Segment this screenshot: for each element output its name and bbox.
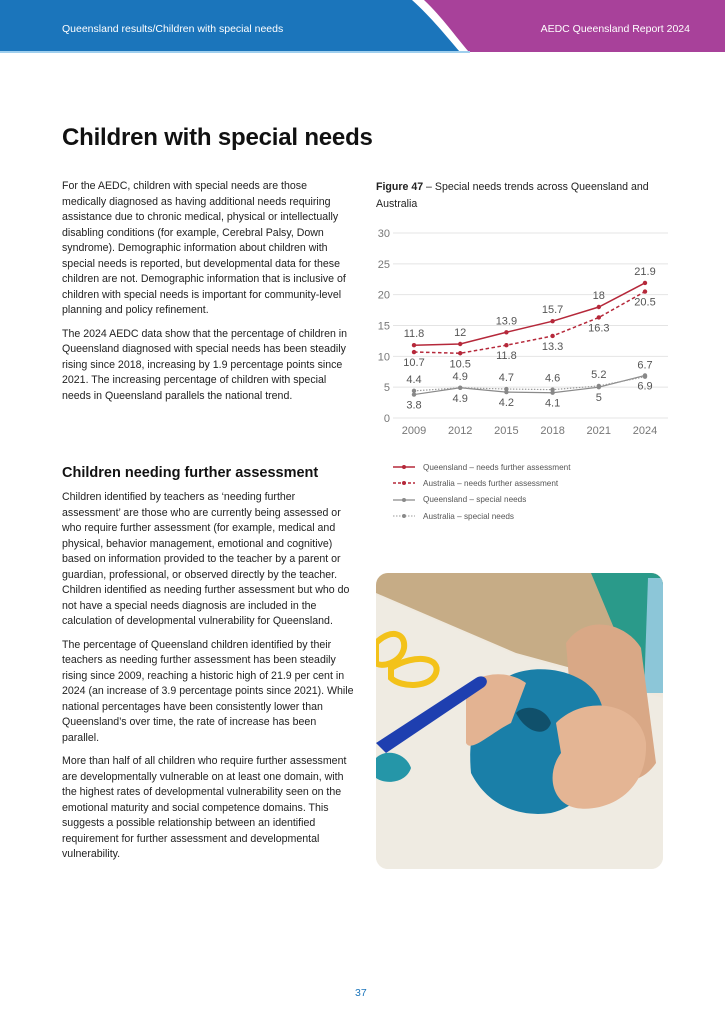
figure-caption (376, 179, 666, 213)
data-label: 4.1 (544, 397, 561, 410)
y-tick-label: 5 (383, 382, 390, 395)
photo-illustration (376, 573, 663, 869)
x-tick-label: 2012 (447, 425, 473, 437)
data-point (458, 342, 462, 346)
data-point (597, 315, 601, 319)
data-point (458, 386, 462, 390)
data-point (504, 343, 508, 347)
y-tick-label: 0 (383, 413, 390, 425)
data-label: 3.8 (406, 399, 422, 412)
legend-label: Queensland – needs further assessment (423, 462, 571, 472)
breadcrumb: Queensland results/Children with special needs (62, 23, 284, 35)
data-label: 12 (454, 327, 467, 339)
section-heading: Children needing further assessment (62, 465, 319, 481)
x-tick-label: 2024 (632, 425, 658, 437)
data-point (412, 389, 416, 393)
legend-swatch-aus-further (392, 479, 416, 487)
figure-label: Figure 47 (376, 181, 424, 193)
line-chart (360, 220, 680, 450)
data-label: 10.5 (449, 358, 471, 371)
data-label: 6.7 (637, 359, 653, 372)
data-label: 11.8 (496, 350, 517, 363)
section-text (62, 490, 354, 871)
data-label: 13.3 (541, 340, 564, 353)
legend-swatch-qld-special (392, 496, 416, 504)
legend-item (392, 475, 570, 491)
series-line-1 (414, 283, 645, 345)
y-tick-label: 10 (377, 351, 390, 364)
legend-swatch-aus-special (392, 512, 416, 520)
x-tick-label: 2015 (494, 425, 519, 437)
y-tick-label: 25 (377, 258, 390, 271)
data-label: 4.9 (452, 370, 468, 383)
legend-label: Queensland – special needs (423, 495, 527, 505)
legend-swatch-qld-further (392, 463, 416, 471)
section-paragraph: Children identified by teachers as ‘needing further assessment’ are those who are currently being assessed or who require further assessment (for example, medical and physical, behavior management, emotional and cognitive) based on information provided to the teacher by a parent or guardian, professional, or observed directly by the teacher. Children identified as needing further assessment but who do not have a special needs diagnosis are included in the calculation of developmental vulnerability for Queensland. (62, 491, 350, 627)
data-label: 18 (592, 290, 605, 302)
data-point (550, 334, 554, 338)
data-label: 5 (595, 392, 602, 405)
x-tick-label: 2018 (540, 425, 565, 437)
data-point (643, 374, 647, 378)
section-paragraph: More than half of all children who require further assessment are developmentally vulnerable on at least one domain, with the highest rates of developmental vulnerability seen on the emotional maturity and social competence domains. This suggests a possible relationship between an identified requirement for further assessment and developmental vulnerability. (62, 755, 347, 860)
y-tick-label: 30 (377, 228, 390, 240)
legend-item (392, 492, 570, 508)
y-tick-label: 15 (377, 320, 390, 333)
data-point (412, 343, 416, 347)
data-label: 5.2 (591, 368, 607, 381)
data-point (504, 387, 508, 391)
legend-item (392, 459, 570, 475)
data-label: 4.4 (406, 373, 422, 386)
photo-play-dough (376, 573, 663, 869)
page-header (0, 0, 725, 54)
data-label: 10.7 (403, 357, 425, 370)
data-label: 4.7 (498, 372, 515, 385)
chart-legend (392, 459, 570, 524)
y-tick-label: 20 (377, 289, 390, 302)
data-point (643, 289, 647, 293)
intro-paragraph: The 2024 AEDC data show that the percentage of children in Queensland diagnosed with special needs has been steadily rising since 2018, increasing by 1.9 percentage points since 2021. The increasing percentage of children with special needs in Queensland parallels the national trend. (62, 327, 348, 402)
data-point (597, 384, 601, 388)
page-number: 37 (355, 987, 367, 999)
data-label: 13.9 (495, 315, 518, 328)
x-tick-label: 2021 (586, 425, 612, 437)
data-label: 4.6 (544, 372, 561, 385)
data-label: 16.3 (588, 322, 610, 335)
figure-caption-text: – Special needs trends across Queensland and Australia (376, 181, 649, 210)
data-label: 15.7 (541, 304, 564, 317)
data-point (458, 351, 462, 355)
legend-label: Australia – special needs (423, 511, 515, 521)
data-point (504, 330, 508, 334)
x-tick-label: 2009 (401, 425, 427, 437)
data-label: 21.9 (634, 265, 656, 278)
data-label: 4.9 (452, 392, 468, 405)
data-label: 20.5 (634, 296, 656, 309)
data-label: 11.8 (403, 328, 425, 341)
section-paragraph: The percentage of Queensland children identified by their teachers as needing further assessment has been steadily rising since 2009, reaching a historic high of 21.9 per cent in 2024 (an increase of 3.9 percentage points since 2021). While national percentages have been consistently lower than Queensland’s over time, the rate of increase has been parallel. (62, 638, 354, 744)
intro-paragraph: For the AEDC, children with special needs are those medically diagnosed as having additional needs requiring assistance due to chronic medical, physical or intellectually disabling conditions (for example, Cerebral Palsy, Down syndrome). Demographic information about children with special needs is reported, but developmental data for these children are not. Demographic information that is inclusive of children with special needs is important for community-level planning and policy refinement. (62, 180, 346, 316)
data-label: 4.2 (498, 397, 515, 410)
data-point (550, 387, 554, 391)
intro-text (62, 179, 352, 412)
data-point (412, 350, 416, 354)
page-title: Children with special needs (62, 124, 373, 151)
data-point (597, 305, 601, 309)
report-title: AEDC Queensland Report 2024 (540, 23, 690, 35)
data-label: 6.9 (637, 380, 653, 393)
legend-label: Australia – needs further assessment (423, 478, 559, 488)
legend-item (392, 508, 570, 524)
data-point (550, 319, 554, 323)
data-point (643, 281, 647, 285)
